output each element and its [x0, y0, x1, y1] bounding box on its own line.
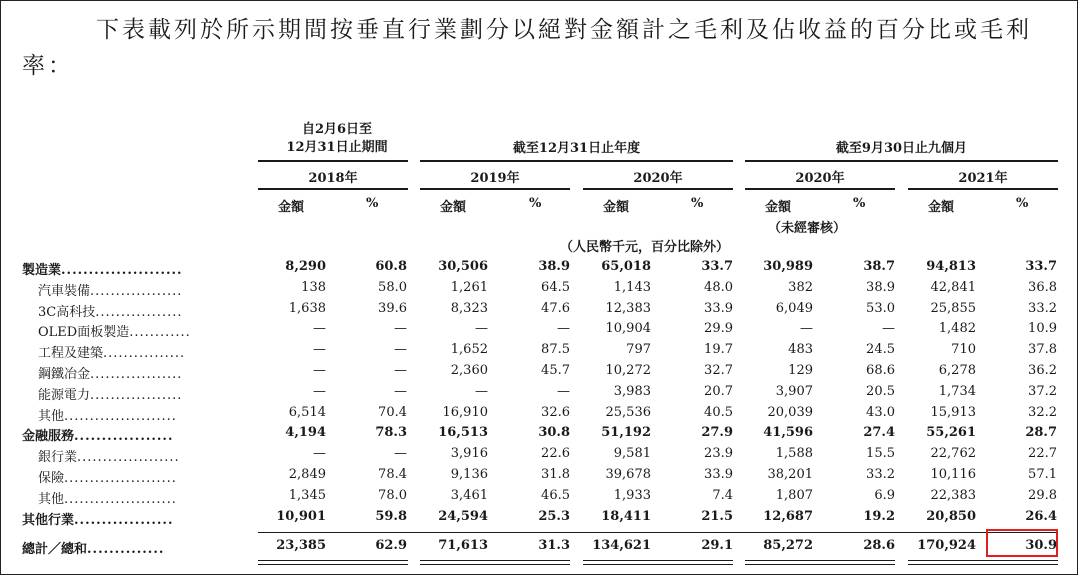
row-leader-dots: .................: [95, 305, 183, 320]
table-cell: 1,734: [938, 384, 976, 399]
table-cell: 33.2: [866, 467, 895, 482]
table-cell: 33.7: [701, 259, 733, 274]
total-double-underline: [908, 560, 1058, 561]
table-cell: 24.5: [866, 342, 895, 357]
table-cell: 71,613: [438, 538, 488, 553]
table-cell: 710: [951, 342, 976, 357]
total-double-underline: [420, 564, 570, 565]
table-cell: 3,907: [775, 384, 813, 399]
total-double-underline: [258, 564, 408, 565]
header-rule-nine-month: [745, 160, 1058, 162]
table-cell: 16,910: [442, 405, 488, 420]
table-cell: 2,360: [450, 363, 488, 378]
year-rule-2020-9m: [745, 188, 895, 190]
table-row: [0, 363, 1080, 384]
table-cell: 15,913: [930, 405, 976, 420]
table-row: [0, 301, 1080, 322]
table-cell: 20.5: [866, 384, 895, 399]
table-cell: 3,461: [450, 488, 488, 503]
table-cell: 10.9: [1028, 321, 1057, 336]
table-cell: 1,933: [613, 488, 651, 503]
year-2021-9m: 2021年: [958, 171, 1008, 186]
table-cell: 23.9: [704, 446, 733, 461]
table-cell: 25.3: [538, 509, 570, 524]
intro-line-2: 率：: [22, 53, 74, 79]
row-label: [38, 488, 263, 507]
table-row: [0, 425, 1080, 446]
table-cell: 30.9: [1025, 538, 1057, 553]
table-cell: 483: [788, 342, 813, 357]
table-cell: —: [394, 446, 407, 461]
total-double-underline: [420, 560, 570, 561]
table-cell: 40.5: [704, 405, 733, 420]
row-leader-dots: ............: [129, 325, 191, 340]
table-cell: 30,989: [763, 259, 813, 274]
table-cell: 4,194: [285, 425, 326, 440]
col-pct-2020-fy: %: [691, 196, 704, 211]
table-cell: 33.7: [1025, 259, 1057, 274]
table-cell: 1,807: [775, 488, 813, 503]
table-cell: 31.3: [538, 538, 570, 553]
header-fy-group: 截至12月31日止年度: [512, 141, 641, 156]
row-label: [38, 280, 263, 299]
row-label: [38, 301, 263, 320]
row-label-text: OLED面板製造: [38, 325, 130, 340]
unaudited-note: （未經審核）: [768, 221, 847, 236]
table-cell: 6.9: [874, 488, 895, 503]
table-cell: —: [394, 342, 407, 357]
table-cell: 46.5: [541, 488, 570, 503]
col-pct-2021-9m: %: [1016, 196, 1029, 211]
table-cell: 78.0: [378, 488, 407, 503]
col-amount-2018: 金額: [278, 200, 305, 215]
table-cell: —: [557, 384, 570, 399]
table-cell: 57.1: [1028, 467, 1057, 482]
table-row: [0, 259, 1080, 280]
table-cell: 16,513: [438, 425, 488, 440]
table-cell: 1,638: [288, 301, 326, 316]
table-cell: 1,652: [450, 342, 488, 357]
table-cell: —: [557, 321, 570, 336]
table-cell: 7.4: [712, 488, 733, 503]
table-cell: 32.7: [704, 363, 733, 378]
table-cell: 33.9: [704, 301, 733, 316]
table-row: [0, 321, 1080, 342]
table-cell: 85,272: [763, 538, 813, 553]
table-cell: 134,621: [592, 538, 651, 553]
table-cell: 30.8: [538, 425, 570, 440]
row-label-text: 總計／總和: [22, 542, 88, 557]
total-double-underline: [908, 564, 1058, 565]
row-label-text: 鋼鐵冶金: [38, 367, 91, 382]
table-row: [0, 405, 1080, 426]
table-cell: 33.2: [1028, 301, 1057, 316]
table-cell: 8,323: [450, 301, 488, 316]
table-cell: 30,506: [438, 259, 488, 274]
table-cell: 94,813: [926, 259, 976, 274]
row-label: [38, 405, 263, 424]
row-leader-dots: ......................: [64, 492, 177, 507]
year-2020-fy: 2020年: [633, 171, 683, 186]
row-leader-dots: ..............: [87, 542, 165, 557]
table-cell: 19.7: [704, 342, 733, 357]
table-cell: —: [882, 321, 895, 336]
year-rule-2019: [420, 188, 570, 190]
row-label-text: 其他行業: [22, 513, 75, 528]
table-cell: 32.2: [1028, 405, 1057, 420]
table-cell: 29.9: [704, 321, 733, 336]
table-row: [0, 384, 1080, 405]
table-cell: 1,345: [288, 488, 326, 503]
table-cell: 70.4: [378, 405, 407, 420]
year-rule-2021-9m: [908, 188, 1058, 190]
intro-line-1: 下表載列於所示期間按垂直行業劃分以絕對金額計之毛利及佔收益的百分比或毛利: [96, 17, 1032, 43]
header-period-2018: [262, 121, 412, 157]
table-cell: 65,018: [601, 259, 651, 274]
table-cell: 15.5: [866, 446, 895, 461]
table-cell: 3,916: [450, 446, 488, 461]
table-cell: 37.2: [1028, 384, 1057, 399]
col-pct-2018: %: [366, 196, 379, 211]
table-cell: 28.7: [1025, 425, 1057, 440]
row-label: [38, 363, 263, 382]
row-label: [22, 425, 247, 444]
col-amount-2021-9m: 金額: [928, 200, 955, 215]
table-cell: 64.5: [541, 280, 570, 295]
table-cell: —: [475, 321, 488, 336]
row-leader-dots: ..................: [74, 513, 174, 528]
year-rule-2020-fy: [583, 188, 733, 190]
table-cell: 47.6: [541, 301, 570, 316]
table-cell: 12,383: [605, 301, 651, 316]
row-leader-dots: ..................: [74, 429, 174, 444]
table-cell: —: [313, 446, 326, 461]
table-cell: 26.4: [1025, 509, 1057, 524]
table-cell: —: [800, 321, 813, 336]
table-cell: 36.8: [1028, 280, 1057, 295]
year-2018: 2018年: [308, 171, 358, 186]
table-cell: 78.4: [378, 467, 407, 482]
row-leader-dots: ..................: [90, 388, 183, 403]
table-cell: 12,687: [763, 509, 813, 524]
table-cell: 32.6: [541, 405, 570, 420]
row-leader-dots: ......................: [64, 409, 177, 424]
table-cell: 37.8: [1028, 342, 1057, 357]
total-double-underline: [745, 560, 895, 561]
table-cell: 42,841: [930, 280, 976, 295]
table-cell: 25,855: [930, 301, 976, 316]
table-cell: 9,581: [613, 446, 651, 461]
table-cell: 6,278: [938, 363, 976, 378]
table-cell: 33.9: [704, 467, 733, 482]
table-cell: 55,261: [926, 425, 976, 440]
row-label-text: 製造業: [22, 263, 62, 278]
col-amount-2020-9m: 金額: [765, 200, 792, 215]
table-cell: 36.2: [1028, 363, 1057, 378]
col-amount-2020-fy: 金額: [603, 200, 630, 215]
table-cell: 10,116: [930, 467, 976, 482]
table-cell: 10,272: [605, 363, 651, 378]
table-cell: 20,850: [926, 509, 976, 524]
table-row: [0, 467, 1080, 488]
row-label: [38, 467, 263, 486]
table-cell: 62.9: [375, 538, 407, 553]
table-cell: 22.7: [1028, 446, 1057, 461]
table-cell: 138: [301, 280, 326, 295]
col-amount-2019: 金額: [440, 200, 467, 215]
row-label-text: 銀行業: [38, 450, 78, 465]
table-cell: 51,192: [601, 425, 651, 440]
table-cell: —: [313, 321, 326, 336]
row-label-text: 金融服務: [22, 429, 75, 444]
row-label-text: 其他: [38, 492, 65, 507]
year-2019: 2019年: [470, 171, 520, 186]
table-cell: 45.7: [541, 363, 570, 378]
table-row: [0, 280, 1080, 301]
header-period-2018-line1: 自2月6日至: [301, 122, 373, 137]
table-cell: 27.9: [701, 425, 733, 440]
table-cell: 1,588: [775, 446, 813, 461]
table-cell: 58.0: [378, 280, 407, 295]
row-label-text: 汽車裝備: [38, 284, 91, 299]
highlight-box: [986, 529, 1058, 557]
table-cell: 21.5: [701, 509, 733, 524]
table-cell: 1,143: [613, 280, 651, 295]
table-cell: 24,594: [438, 509, 488, 524]
table-cell: 6,049: [775, 301, 813, 316]
table-row: [0, 509, 1080, 530]
table-cell: 78.3: [375, 425, 407, 440]
table-cell: 19.2: [863, 509, 895, 524]
table-cell: 39.6: [378, 301, 407, 316]
table-cell: 25,536: [605, 405, 651, 420]
table-cell: 9,136: [450, 467, 488, 482]
table-cell: 28.6: [863, 538, 895, 553]
row-label: [22, 259, 247, 278]
table-cell: 39,678: [605, 467, 651, 482]
table-cell: 68.6: [866, 363, 895, 378]
table-cell: 3,983: [613, 384, 651, 399]
table-cell: 22,762: [930, 446, 976, 461]
table-cell: 2,849: [288, 467, 326, 482]
table-cell: 87.5: [541, 342, 570, 357]
unit-note: （人民幣千元，百分比除外）: [560, 240, 730, 255]
row-label-text: 保險: [38, 471, 65, 486]
row-leader-dots: ......................: [64, 471, 177, 486]
row-label-text: 3C高科技: [38, 305, 96, 320]
row-label-text: 其他: [38, 409, 65, 424]
table-cell: 10,904: [605, 321, 651, 336]
table-row: [0, 342, 1080, 363]
table-cell: 20,039: [767, 405, 813, 420]
row-label: [38, 321, 263, 340]
table-cell: 22,383: [930, 488, 976, 503]
year-rule-2018: [258, 188, 408, 190]
row-label-text: 能源電力: [38, 388, 91, 403]
intro-paragraph: [22, 12, 1067, 84]
table-cell: 382: [788, 280, 813, 295]
row-label: [22, 538, 247, 557]
table-cell: 38.9: [538, 259, 570, 274]
total-double-underline: [583, 564, 733, 565]
col-pct-2019: %: [529, 196, 542, 211]
table-cell: 38.7: [863, 259, 895, 274]
table-cell: 48.0: [704, 280, 733, 295]
header-period-2018-line2: 12月31日止期間: [286, 140, 388, 155]
row-leader-dots: ....................: [77, 450, 180, 465]
row-label: [38, 342, 263, 361]
total-double-underline: [745, 564, 895, 565]
table-row: [0, 488, 1080, 509]
row-label: [22, 509, 247, 528]
col-pct-2020-9m: %: [853, 196, 866, 211]
table-cell: 1,261: [450, 280, 488, 295]
row-leader-dots: ..................: [90, 367, 183, 382]
table-cell: 20.7: [704, 384, 733, 399]
table-cell: —: [394, 363, 407, 378]
total-double-underline: [258, 560, 408, 561]
table-cell: 29.1: [701, 538, 733, 553]
table-cell: 797: [626, 342, 651, 357]
table-cell: 41,596: [763, 425, 813, 440]
table-cell: 29.8: [1028, 488, 1057, 503]
table-cell: 53.0: [866, 301, 895, 316]
table-cell: 31.8: [541, 467, 570, 482]
table-cell: 129: [788, 363, 813, 378]
table-cell: 59.8: [375, 509, 407, 524]
table-cell: 8,290: [285, 259, 326, 274]
total-row: [0, 538, 1080, 559]
table-cell: —: [313, 342, 326, 357]
table-cell: —: [313, 384, 326, 399]
table-cell: 10,901: [276, 509, 326, 524]
total-top-rule: [258, 532, 1058, 533]
row-label-text: 工程及建築: [38, 346, 104, 361]
table-cell: 43.0: [866, 405, 895, 420]
table-cell: 18,411: [601, 509, 651, 524]
table-cell: —: [394, 321, 407, 336]
total-double-underline: [583, 560, 733, 561]
table-cell: 6,514: [288, 405, 326, 420]
table-cell: 60.8: [375, 259, 407, 274]
row-label: [38, 384, 263, 403]
table-cell: 22.6: [541, 446, 570, 461]
table-cell: 27.4: [863, 425, 895, 440]
row-label: [38, 446, 263, 465]
table-cell: 38.9: [866, 280, 895, 295]
row-leader-dots: ......................: [61, 263, 183, 278]
header-nine-month-group: 截至9月30日止九個月: [835, 141, 968, 156]
row-leader-dots: ................: [103, 346, 186, 361]
table-cell: —: [475, 384, 488, 399]
row-leader-dots: ..................: [90, 284, 183, 299]
header-rule-fy: [420, 160, 733, 162]
table-cell: —: [394, 384, 407, 399]
table-cell: 1,482: [938, 321, 976, 336]
table-cell: 38,201: [767, 467, 813, 482]
table-cell: 170,924: [917, 538, 976, 553]
table-row: [0, 446, 1080, 467]
header-rule-2018: [258, 160, 408, 162]
table-cell: 23,385: [276, 538, 326, 553]
table-cell: —: [313, 363, 326, 378]
year-2020-9m: 2020年: [795, 171, 845, 186]
